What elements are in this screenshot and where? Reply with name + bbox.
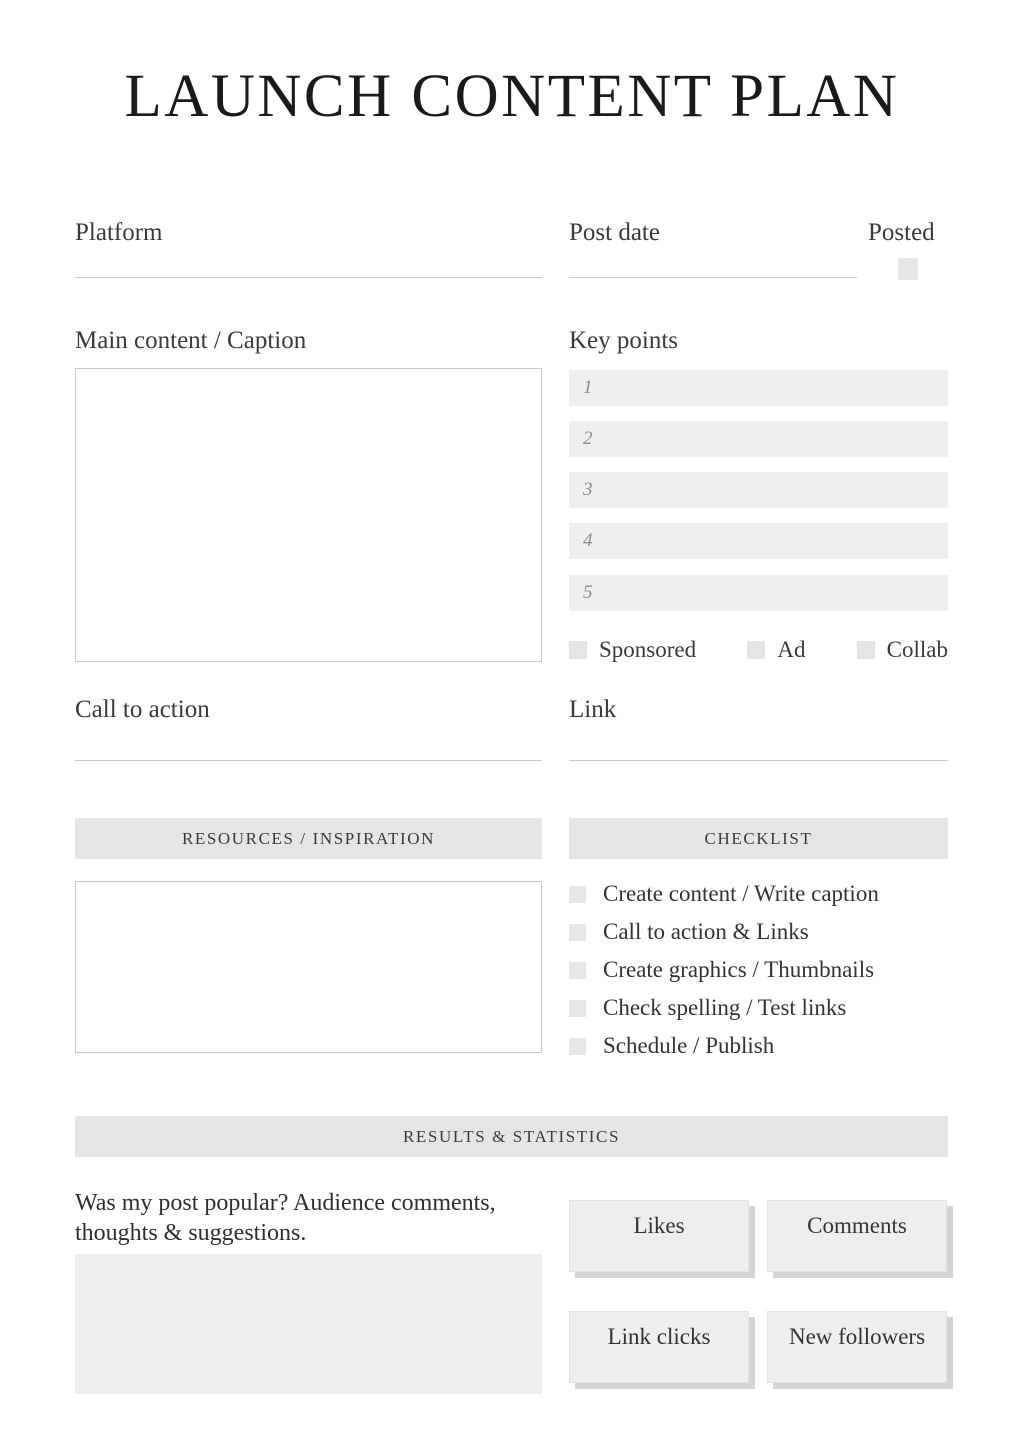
checklist-checkbox[interactable]	[569, 924, 586, 941]
post-date-input[interactable]	[569, 277, 857, 278]
link-label: Link	[569, 696, 617, 723]
checklist-item[interactable]	[569, 951, 969, 989]
results-notes-textarea[interactable]	[75, 1254, 542, 1394]
post-options	[569, 637, 948, 663]
checklist-checkbox[interactable]	[569, 1038, 586, 1055]
key-point-number: 3	[583, 479, 593, 500]
key-point-field-2[interactable]	[569, 421, 948, 457]
checklist-item[interactable]	[569, 875, 969, 913]
ad-checkbox[interactable]	[747, 641, 765, 659]
checklist-item[interactable]	[569, 913, 969, 951]
posted-label: Posted	[868, 219, 935, 246]
main-content-textarea[interactable]	[75, 368, 542, 662]
key-point-number: 5	[583, 582, 593, 603]
post-date-label: Post date	[569, 219, 660, 246]
option-label: Ad	[777, 637, 806, 662]
key-point-number: 4	[583, 530, 593, 551]
sponsored-checkbox[interactable]	[569, 641, 587, 659]
results-question: Was my post popular? Audience comments, thoughts & suggestions.	[75, 1190, 496, 1246]
posted-checkbox[interactable]	[898, 258, 918, 280]
platform-label: Platform	[75, 219, 163, 246]
link-input[interactable]	[569, 760, 948, 761]
platform-input[interactable]	[75, 277, 542, 278]
stat-link-clicks[interactable]	[569, 1311, 749, 1383]
checklist-item-label: Check spelling / Test links	[603, 995, 847, 1020]
checklist-item[interactable]	[569, 989, 969, 1027]
option-label: Sponsored	[599, 637, 697, 662]
checklist-checkbox[interactable]	[569, 962, 586, 979]
stat-label: Likes	[633, 1213, 685, 1238]
option-ad[interactable]	[747, 637, 805, 663]
key-point-field-3[interactable]	[569, 472, 948, 508]
stat-label: New followers	[788, 1324, 926, 1349]
results-heading: RESULTS & STATISTICS	[75, 1116, 948, 1157]
stat-new-followers[interactable]	[767, 1311, 947, 1383]
option-sponsored[interactable]	[569, 637, 696, 663]
checklist-item[interactable]	[569, 1027, 969, 1065]
key-point-field-4[interactable]	[569, 523, 948, 559]
call-to-action-input[interactable]	[75, 760, 542, 761]
collab-checkbox[interactable]	[857, 641, 875, 659]
key-point-field-1[interactable]	[569, 370, 948, 406]
option-label: Collab	[886, 637, 948, 662]
main-content-label: Main content / Caption	[75, 327, 307, 354]
checklist-item-label: Create content / Write caption	[603, 881, 879, 906]
resources-heading: RESOURCES / INSPIRATION	[75, 818, 542, 859]
key-point-field-5[interactable]	[569, 575, 948, 611]
stat-comments[interactable]	[767, 1200, 947, 1272]
page-title: LAUNCH CONTENT PLAN	[124, 63, 900, 130]
key-point-number: 1	[583, 377, 593, 398]
checklist-heading: CHECKLIST	[569, 818, 948, 859]
checklist-item-label: Schedule / Publish	[603, 1033, 775, 1058]
checklist-item-label: Call to action & Links	[603, 919, 809, 944]
stat-label: Comments	[807, 1213, 907, 1238]
checklist-checkbox[interactable]	[569, 1000, 586, 1017]
call-to-action-label: Call to action	[75, 696, 210, 723]
stat-label: Link clicks	[607, 1324, 711, 1349]
checklist-items	[569, 875, 969, 1065]
key-points-label: Key points	[569, 327, 679, 354]
key-point-number: 2	[583, 428, 593, 449]
option-collab[interactable]	[857, 637, 948, 663]
checklist-checkbox[interactable]	[569, 886, 586, 903]
resources-textarea[interactable]	[75, 881, 542, 1053]
stat-likes[interactable]	[569, 1200, 749, 1272]
checklist-item-label: Create graphics / Thumbnails	[603, 957, 875, 982]
